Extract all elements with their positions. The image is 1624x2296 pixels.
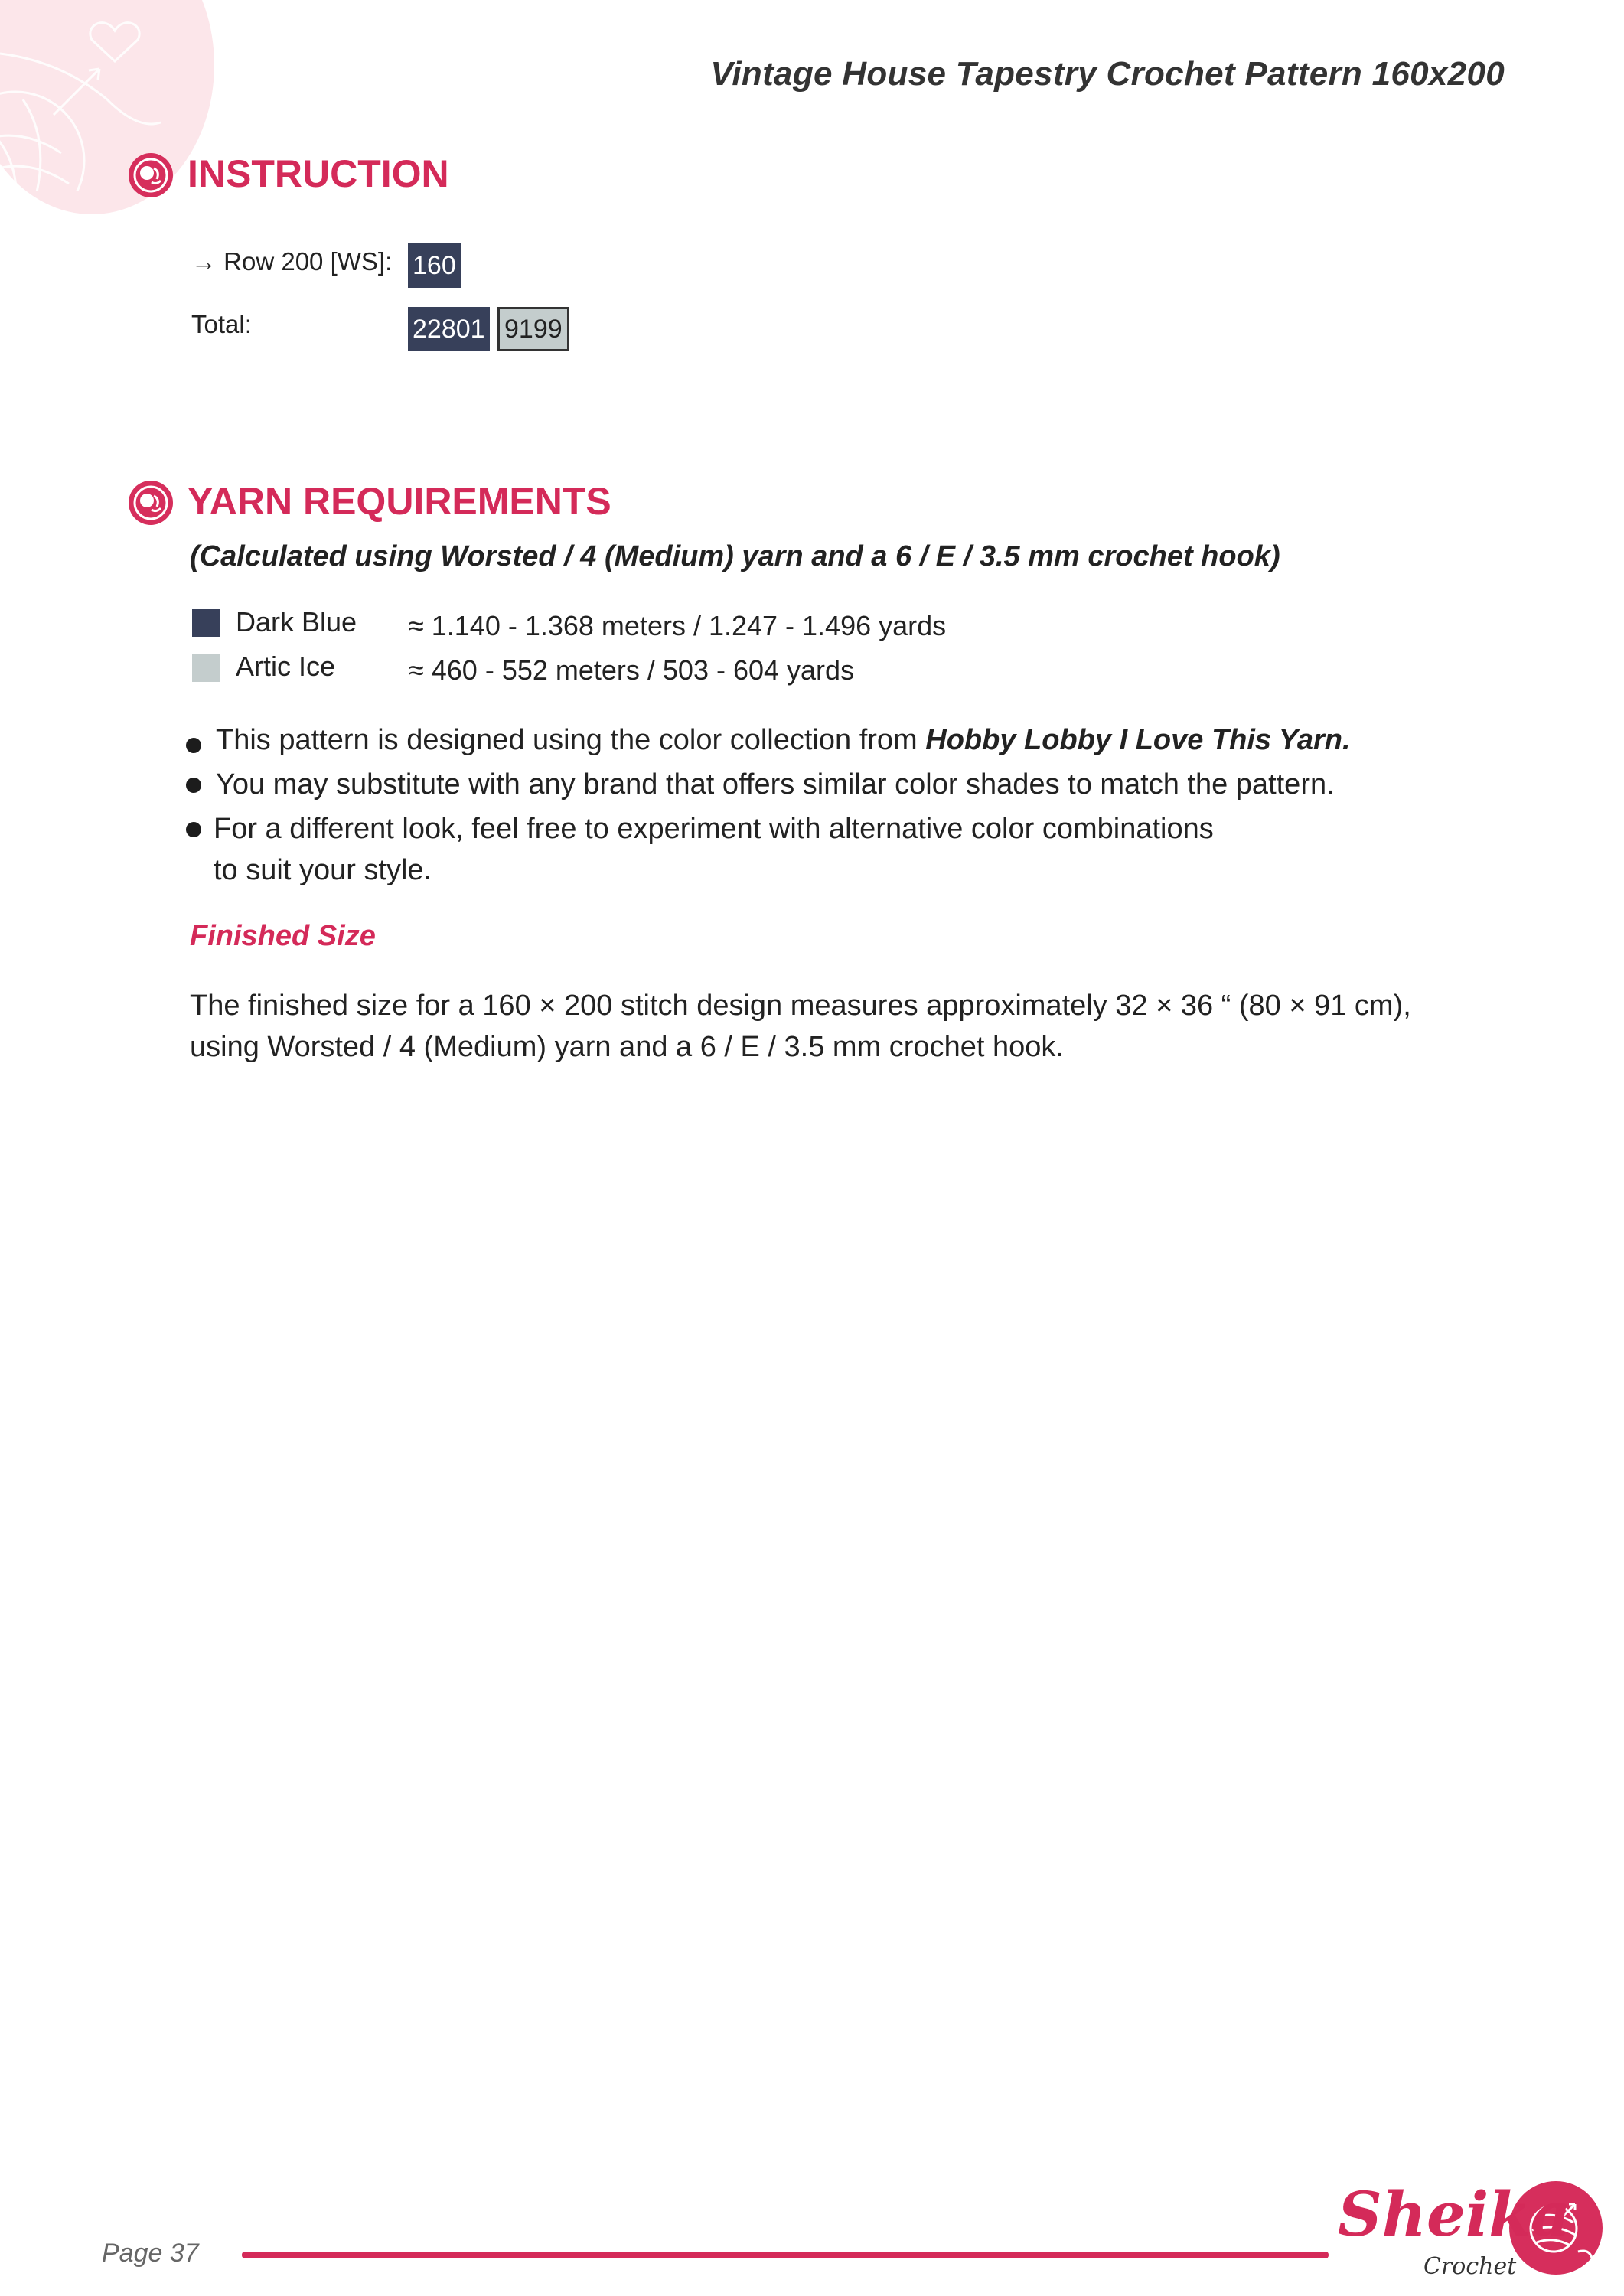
bullet-alternative-colors-cont: to suit your style.	[214, 854, 432, 886]
brand-logo-text: Sheika	[1338, 2178, 1571, 2250]
yarn-calc-note: (Calculated using Worsted / 4 (Medium) yarn and a 6 / E / 3.5 mm crochet hook)	[190, 540, 1280, 572]
bullet-dot	[186, 822, 201, 837]
total-label: Total:	[191, 310, 252, 338]
artic-ice-swatch	[192, 654, 220, 682]
total-dark-cell: 22801	[408, 307, 490, 351]
yarn-badge-icon	[129, 153, 173, 197]
finished-size-heading: Finished Size	[190, 920, 376, 952]
yarn-requirements-heading: YARN REQUIREMENTS	[188, 480, 611, 523]
bullet-color-collection	[216, 719, 1351, 761]
total-light-cell: 9199	[497, 307, 569, 351]
bullet-alternative-colors: For a different look, feel free to experiment with alternative color combinations	[214, 813, 1214, 845]
brand-logo-subtext: Crochet	[1423, 2253, 1517, 2280]
yarn-color-name: Artic Ice	[236, 651, 336, 682]
bullet-substitute: You may substitute with any brand that offers similar color shades to match the pattern.	[216, 768, 1335, 801]
dark-blue-swatch	[192, 609, 220, 637]
page-number: Page 37	[102, 2239, 199, 2268]
bullet-dot	[186, 778, 201, 793]
document-title: Vintage House Tapestry Crochet Pattern 160x200	[710, 55, 1505, 93]
bullet-text: This pattern is designed using the color collection from	[216, 724, 926, 756]
bullet-dot	[186, 738, 201, 753]
corner-yarn-decoration	[0, 0, 214, 214]
finished-size-text-cont: using Worsted / 4 (Medium) yarn and a 6 / E / 3.5 mm crochet hook.	[190, 1031, 1064, 1063]
yarn-color-amount: ≈ 460 - 552 meters / 503 - 604 yards	[409, 654, 855, 686]
instruction-heading: INSTRUCTION	[188, 152, 449, 195]
yarn-brand-name: Hobby Lobby I Love This Yarn.	[925, 724, 1351, 756]
footer-divider	[242, 2252, 1329, 2258]
yarn-color-name: Dark Blue	[236, 606, 357, 638]
finished-size-text: The finished size for a 160 × 200 stitch design measures approximately 32 × 36 “ (80 × 91 cm),	[190, 990, 1411, 1022]
yarn-badge-icon	[129, 481, 173, 525]
row-200-count-cell: 160	[408, 243, 461, 288]
yarn-color-amount: ≈ 1.140 - 1.368 meters / 1.247 - 1.496 yards	[409, 610, 947, 641]
row-200-label: → Row 200 [WS]:	[191, 247, 393, 276]
